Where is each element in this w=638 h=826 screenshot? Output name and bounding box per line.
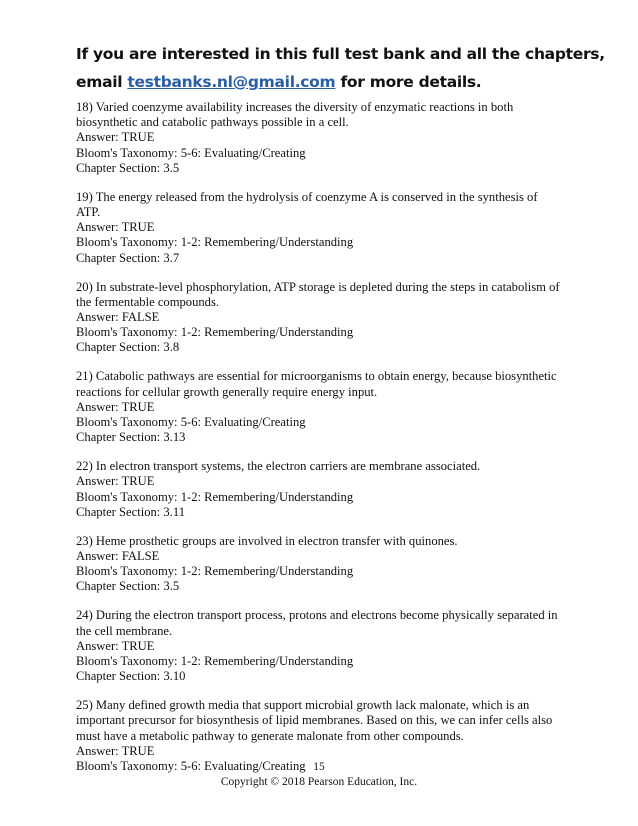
promo-line-1: If you are interested in this full test bank and all the chapters, [76,45,605,63]
question-section: Chapter Section: 3.8 [76,340,180,355]
question-blooms: Bloom's Taxonomy: 1-2: Remembering/Understanding [76,489,354,504]
question-item [76,369,566,445]
question-text: 24) During the electron transport process, protons and electrons become physically separated in [76,608,558,623]
question-text: biosynthetic and catabolic pathways possible in a cell. [76,115,349,130]
question-item [76,534,566,595]
copyright-notice: Copyright © 2018 Pearson Education, Inc. [220,776,418,788]
question-section: Chapter Section: 3.11 [76,504,186,519]
question-section: Chapter Section: 3.5 [76,579,180,594]
email-link[interactable]: testbanks.nl@gmail.com [127,73,336,91]
question-section: Chapter Section: 3.5 [76,160,180,175]
question-text: 20) In substrate-level phosphorylation, ATP storage is depleted during the steps in catabolism of [76,279,560,294]
page-number: 15 [313,761,325,773]
question-text: the cell membrane. [76,623,173,638]
question-blooms: Bloom's Taxonomy: 1-2: Remembering/Understanding [76,564,354,579]
question-text: 18) Varied coenzyme availability increases the diversity of enzymatic reactions in both [76,100,514,114]
page-footer [0,760,638,790]
question-text: 22) In electron transport systems, the electron carriers are membrane associated. [76,459,481,474]
question-blooms: Bloom's Taxonomy: 1-2: Remembering/Understanding [76,654,354,669]
email-prefix: email [76,73,128,91]
question-blooms: Bloom's Taxonomy: 5-6: Evaluating/Creating [76,415,306,430]
question-item [76,459,566,520]
question-answer: Answer: TRUE [76,130,155,145]
question-answer: Answer: FALSE [76,310,160,325]
question-answer: Answer: TRUE [76,638,155,653]
question-list [76,100,566,788]
question-text: ATP. [76,205,101,220]
question-text: 23) Heme prosthetic groups are involved in electron transfer with quinones. [76,533,458,548]
question-item [76,100,566,176]
promo-header [76,40,616,96]
question-section: Chapter Section: 3.10 [76,669,186,684]
question-answer: Answer: TRUE [76,474,155,489]
promo-line-2 [76,68,616,96]
question-item [76,280,566,356]
question-text: 19) The energy released from the hydrolysis of coenzyme A is conserved in the synthesis of [76,189,538,204]
question-blooms: Bloom's Taxonomy: 1-2: Remembering/Understanding [76,325,354,340]
question-text: reactions for cellular growth generally require energy input. [76,384,378,399]
email-suffix: for more details. [335,73,482,91]
question-item [76,190,566,266]
question-blooms: Bloom's Taxonomy: 1-2: Remembering/Understanding [76,235,354,250]
question-blooms: Bloom's Taxonomy: 5-6: Evaluating/Creating [76,759,306,774]
question-text: 25) Many defined growth media that support microbial growth lack malonate, which is an [76,698,530,713]
question-section: Chapter Section: 3.13 [76,430,186,445]
question-text: must have a metabolic pathway to generate malonate from other compounds. [76,728,464,743]
question-text: the fermentable compounds. [76,294,220,309]
question-text: important precursor for biosynthesis of lipid membranes. Based on this, we can infer cells also [76,713,553,728]
question-answer: Answer: TRUE [76,399,155,414]
question-section: Chapter Section: 3.7 [76,250,180,265]
question-item [76,608,566,684]
question-answer: Answer: FALSE [76,549,160,564]
question-answer: Answer: TRUE [76,743,155,758]
question-answer: Answer: TRUE [76,220,155,235]
question-text: 21) Catabolic pathways are essential for microorganisms to obtain energy, because biosynthetic [76,369,557,384]
question-blooms: Bloom's Taxonomy: 5-6: Evaluating/Creating [76,145,306,160]
